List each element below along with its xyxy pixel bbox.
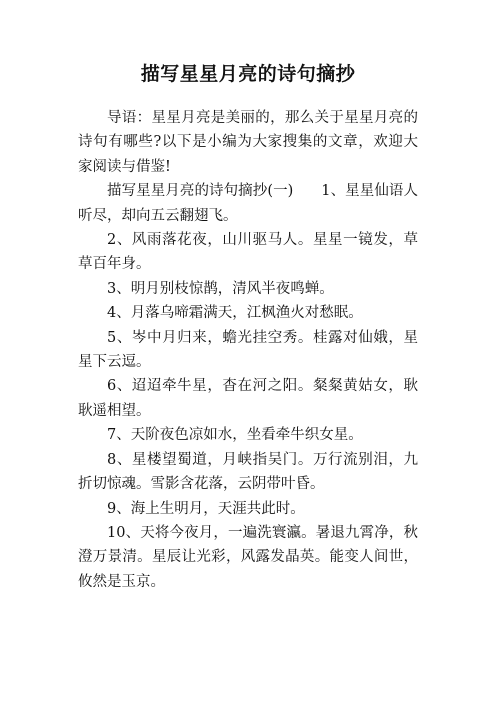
poem-line-10: 10、天将今夜月，一遍洗寰瀛。暑退九霄净，秋澄万景清。星辰让光彩，风露发晶英。能变人间世，攸然是玉京。 (78, 524, 418, 590)
poem-line-6: 6、迢迢牵牛星，杳在河之阳。粲粲黄姑女，耿耿遥相望。 (78, 378, 418, 419)
poem-line-3: 3、明月别枝惊鹊，清风半夜鸣蝉。 (107, 280, 334, 297)
intro-paragraph: 导语：星星月亮是美丽的，那么关于星星月亮的诗句有哪些?以下是小编为大家搜集的文章，欢迎大家阅读与借鉴! (78, 110, 418, 175)
document-title: 描写星星月亮的诗句摘抄 (140, 63, 356, 85)
poem-line-1: 1、星星仙语人听尽，却向五云翻翅飞。 (78, 183, 418, 224)
poem-line-7: 7、天阶夜色凉如水，坐看牵牛织女星。 (107, 427, 363, 444)
section-heading: 描写星星月亮的诗句摘抄(一) (107, 183, 294, 200)
poem-line-5: 5、岑中月归来，蟾光挂空秀。桂露对仙娥，星星下云逗。 (78, 329, 418, 371)
poem-line-8: 8、星楼望蜀道，月峡指吴门。万行流别泪，九折切惊魂。雪影含花落，云阴带叶昏。 (78, 451, 418, 493)
poem-line-4: 4、月落乌啼霜满天，江枫渔火对愁眠。 (107, 305, 363, 322)
section-paragraph (78, 179, 418, 228)
poem-line-9: 9、海上生明月，天涯共此时。 (107, 500, 305, 517)
poem-line-2: 2、风雨落花夜，山川驱马人。星星一镜发，草草百年身。 (78, 232, 418, 273)
